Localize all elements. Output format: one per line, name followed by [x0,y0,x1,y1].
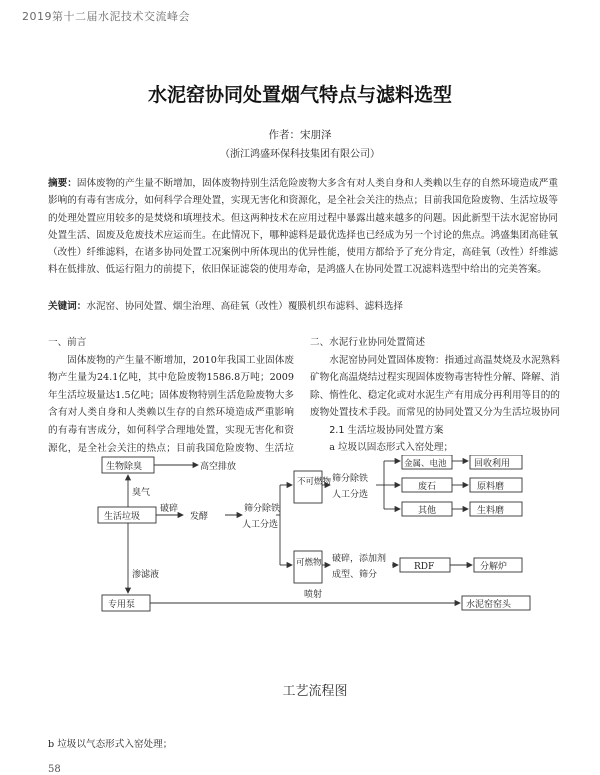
node-manual-sort-2: 人工分选 [332,490,369,500]
node-rdf: RDF [414,562,435,572]
node-screen-iron: 筛分除铁 [244,504,281,514]
section-1-heading: 一、前言 [48,337,87,348]
process-flowchart [80,455,550,715]
author-line: 作者：宋朋泽 [268,129,332,141]
node-crush: 破碎 [160,504,179,514]
keywords-text: 水泥窑、协同处置、烟尘治理、高硅氧（改性）覆膜机织布滤料、滤料选择 [86,301,403,312]
abstract-label: 摘要： [48,178,77,189]
section-2-1-item-b: b 垃圾以气态形式入窑处理； [48,739,173,750]
node-raw-mill: 原料磨 [477,482,505,492]
keywords-label: 关键词： [48,301,87,312]
flowchart-svg [80,455,550,680]
node-high-emit: 高空排放 [200,462,237,472]
journal-header: 2019第十二届水泥技术交流峰会 [22,10,190,23]
body-right-column [310,334,560,457]
affiliation-line: （浙江鸿盛环保科技集团有限公司） [220,149,380,160]
node-noncombust-box [294,471,322,503]
node-spray: 喷射 [304,590,323,600]
node-msw: 生活垃圾 [104,512,141,522]
abstract-text: 固体废物的产生量不断增加，固体废物持别生活危险废物大多含有对人类自身和人类赖以生存的自然环境造成严重影响的有毒有害成分，如何科学合理处置，实现无害化和资源化，是全社会关注的热点；目前我国危险废物、生活垃圾等的处理处置应用较多的是焚烧和填埋技术。但这两种技术在应用过程中暴露出越来越多的问题。因此新型干法水泥窑协同处置生活、固废及危废技术应运而生。在此情况下，哪种滤料是最优选择也已经成为另一个讨论的焦点。鸿盛集团高硅氧（改性）纤维滤料，在诸多协同处置工况案例中所体现出的优异性能，使用方都给予了充分肯定，高硅氧（改性）纤维滤料在低排放、低运行阻力的前提下，依旧保证滤袋的使用寿命，是鸿盛人在协同处置工况滤料选型中给出的完美答案。 [48,178,559,276]
paper-title: 水泥窑协同处置烟气特点与滤料选型 [147,84,452,106]
node-ferment: 发酵 [190,512,209,522]
node-metal: 金属、电池 [404,459,447,469]
node-bio-deodor: 生物除臭 [106,462,143,472]
node-pump: 专用泵 [108,600,136,610]
section-2-paragraph: 水泥窑协同处置固体废物：指通过高温焚烧及水泥熟料矿物化高温烧结过程实现固体废物毒害特性分解、降解、消除、惰性化、稳定化或对水泥生产有用成分再利用等目的的废物处置技术手段。而常见的协同处置又分为生活垃圾协同 [310,354,560,419]
node-noncombust: 不可燃物 [297,477,332,487]
node-kiln-head: 水泥窑窑头 [466,600,512,610]
section-2-1-heading: 2.1 生活垃圾协同处置方案 [329,424,444,436]
page-number: 58 [48,764,61,775]
section-2-1-item-a: a 垃圾以固态形式入窑处理； [329,442,454,454]
section-1-paragraph: 固体废物的产生量不断增加，2010年我国工业固体废物产生量为24.1亿吨，其中危险废物1586.8万吨；2009年生活垃圾量达1.5亿吨；固体废物特别生活危险废物大多含有对人类自身和人类赖以生存的自然环境造成严重影响的有毒有害成分，如何科学合理地处置，实现无害化和资源化，是全社会关注的热点；目前我国危险废物、生活垃 [48,354,294,454]
node-crush-add: 破碎，添加剂 [332,554,387,564]
node-decomposer: 分解炉 [480,562,508,572]
node-odor: 臭气 [132,488,151,498]
node-manual-sort: 人工分选 [242,520,279,530]
section-2-heading: 二、水泥行业协同处置简述 [310,337,426,348]
node-recycle: 回收利用 [474,459,511,469]
node-shape-screen: 成型、筛分 [332,570,378,580]
figure-caption: 工艺流程图 [282,684,348,699]
node-combust: 可燃物 [296,558,322,568]
keywords [48,298,558,315]
abstract [48,175,558,279]
node-raw-mill-2: 生料磨 [477,506,505,516]
node-waste-rock: 废石 [418,482,437,492]
body-left-column [48,334,294,456]
node-screen-iron-2: 筛分除铁 [332,474,369,484]
node-other: 其他 [418,506,437,516]
node-leachate: 渗滤液 [132,570,160,580]
